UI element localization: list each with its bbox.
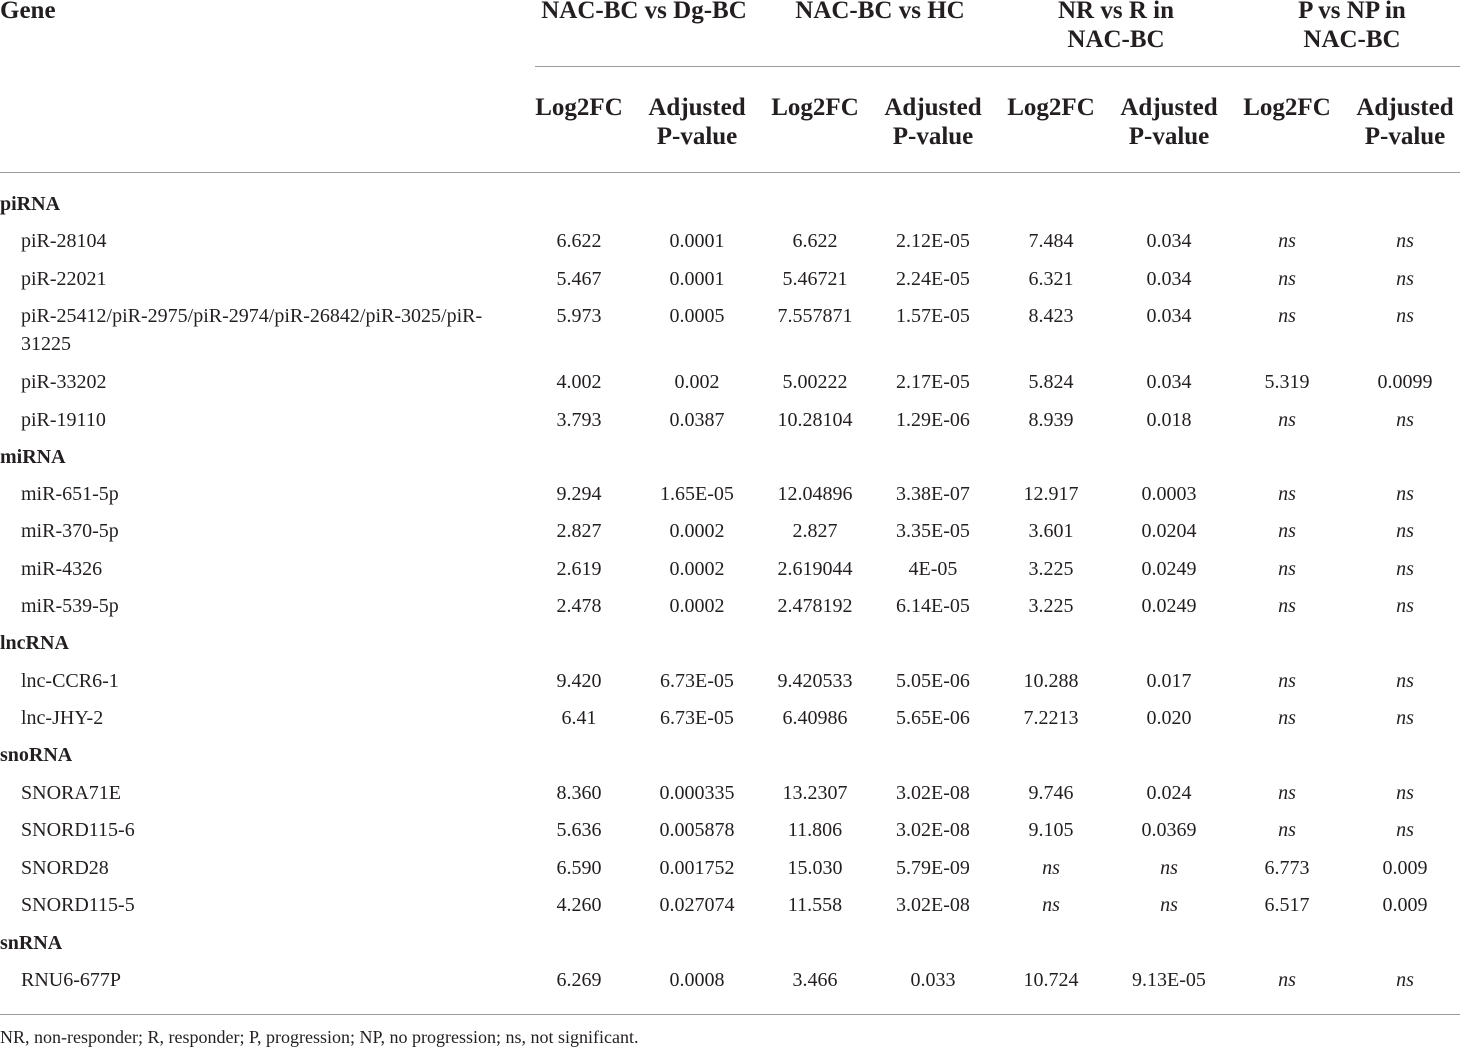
table-cell: 1.65E-05: [660, 483, 734, 505]
header-group-line: NAC-BC: [1067, 26, 1165, 53]
table-cell: 0.0002: [669, 595, 725, 617]
table-cell: 8.423: [1028, 305, 1074, 327]
gene-name: RNU6-677P: [21, 969, 122, 991]
table-cell: ns: [1396, 520, 1414, 542]
table-cell: 0.018: [1146, 409, 1192, 431]
header-subcolumn: [1347, 93, 1460, 151]
table-cell: ns: [1396, 969, 1414, 991]
table-cell: 6.14E-05: [896, 595, 970, 617]
table-cell: 5.467: [556, 268, 602, 290]
table-row: [0, 261, 1460, 298]
table-cell: 6.773: [1264, 857, 1310, 879]
table-cell: 3.02E-08: [896, 819, 970, 841]
category-row: [0, 439, 1460, 476]
table-cell: 3.601: [1028, 520, 1074, 542]
table-cell: 1.57E-05: [896, 305, 970, 327]
category-row: [0, 625, 1460, 662]
header-subcolumn-line: Adjusted: [884, 94, 982, 121]
table-cell: 2.827: [792, 520, 838, 542]
table-cell: 6.73E-05: [660, 707, 734, 729]
gene-name-continued: 31225: [21, 333, 71, 355]
table-cell: 2.478: [556, 595, 602, 617]
table-cell: 10.288: [1023, 670, 1079, 692]
table-cell: 3.38E-07: [896, 483, 970, 505]
table-cell: ns: [1278, 969, 1296, 991]
table-cell: 5.00222: [782, 371, 848, 393]
table-cell: ns: [1160, 857, 1178, 879]
table-cell: ns: [1278, 595, 1296, 617]
header-subcolumn: [639, 93, 755, 151]
table-cell: 5.46721: [782, 268, 848, 290]
table-cell: 7.557871: [777, 305, 853, 327]
table-cell: 13.2307: [782, 782, 848, 804]
table-cell: ns: [1396, 409, 1414, 431]
gene-name: piR-19110: [21, 409, 106, 431]
table-cell: 4.260: [556, 894, 602, 916]
table-cell: 7.484: [1028, 230, 1074, 252]
table-cell: 2.619: [556, 558, 602, 580]
table-cell: 9.13E-05: [1132, 969, 1206, 991]
table-cell: 12.04896: [777, 483, 853, 505]
table-cell: ns: [1278, 230, 1296, 252]
header-subcolumn-line: Adjusted: [1120, 94, 1218, 121]
table-cell: 0.0204: [1141, 520, 1197, 542]
header-subcolumn-line: Log2FC: [535, 94, 623, 121]
gene-name: lnc-CCR6-1: [21, 670, 119, 692]
table-cell: 0.020: [1146, 707, 1192, 729]
table-cell: 2.478192: [777, 595, 853, 617]
gene-name: piR-22021: [21, 268, 107, 290]
table-cell: ns: [1396, 230, 1414, 252]
table-cell: 3.466: [792, 969, 838, 991]
table-cell: 0.024: [1146, 782, 1192, 804]
table-cell: ns: [1160, 894, 1178, 916]
header-subcolumn: [1229, 93, 1345, 122]
header-subcolumn-line: Log2FC: [1007, 94, 1095, 121]
table-cell: 5.79E-09: [896, 857, 970, 879]
table-cell: 0.0002: [669, 520, 725, 542]
table-cell: 0.009: [1382, 857, 1428, 879]
table-cell: 0.033: [910, 969, 956, 991]
table-cell: 0.0005: [669, 305, 725, 327]
table-row: [0, 223, 1460, 260]
table-cell: ns: [1042, 894, 1060, 916]
gene-name: lnc-JHY-2: [21, 707, 104, 729]
gene-name: piR-25412/piR-2975/piR-2974/piR-26842/piR-3025/piR-: [21, 305, 483, 327]
table-row: [0, 513, 1460, 550]
table-cell: 12.917: [1023, 483, 1079, 505]
table-cell: 7.2213: [1023, 707, 1079, 729]
table-row: [0, 962, 1460, 999]
table-cell: ns: [1278, 558, 1296, 580]
table-cell: 5.824: [1028, 371, 1074, 393]
header-group-line: NAC-BC vs Dg-BC: [541, 0, 747, 24]
table-bottom-rule: [0, 1014, 1460, 1015]
header-group: [1237, 0, 1460, 54]
table-cell: ns: [1396, 707, 1414, 729]
table-row: [0, 476, 1460, 513]
table-cell: ns: [1278, 520, 1296, 542]
table-row: [0, 812, 1460, 849]
table-cell: 3.225: [1028, 558, 1074, 580]
table-cell: 2.12E-05: [896, 230, 970, 252]
header-subcolumn: [993, 93, 1109, 122]
table-cell: 11.558: [787, 894, 843, 916]
table-cell: 8.939: [1028, 409, 1074, 431]
table-cell: 5.636: [556, 819, 602, 841]
table-cell: 5.319: [1264, 371, 1310, 393]
table-cell: 3.02E-08: [896, 782, 970, 804]
gene-name: piR-33202: [21, 371, 107, 393]
table-cell: 15.030: [787, 857, 843, 879]
table-row: [0, 887, 1460, 924]
header-group-line: P vs NP in: [1298, 0, 1406, 24]
category-label: lncRNA: [0, 632, 69, 654]
table-cell: 0.0249: [1141, 595, 1197, 617]
gene-name: SNORA71E: [21, 782, 122, 804]
table-row: [0, 663, 1460, 700]
category-row: [0, 737, 1460, 774]
table-cell: 6.321: [1028, 268, 1074, 290]
table-cell: 6.73E-05: [660, 670, 734, 692]
table-cell: 0.000335: [659, 782, 735, 804]
table-cell: 0.034: [1146, 305, 1192, 327]
table-cell: 6.41: [561, 707, 597, 729]
gene-name: miR-370-5p: [21, 520, 119, 542]
table-row: [0, 551, 1460, 588]
gene-name: SNORD115-5: [21, 894, 135, 916]
table-cell: 6.622: [792, 230, 838, 252]
table-cell: 5.65E-06: [896, 707, 970, 729]
table-cell: 6.590: [556, 857, 602, 879]
table-cell: 0.0002: [669, 558, 725, 580]
header-bottom-rule: [0, 172, 1460, 173]
header-subcolumn: [875, 93, 991, 151]
table-cell: 9.420533: [777, 670, 853, 692]
table-cell: 3.02E-08: [896, 894, 970, 916]
table-cell: 6.622: [556, 230, 602, 252]
table-cell: 3.35E-05: [896, 520, 970, 542]
table-cell: 9.105: [1028, 819, 1074, 841]
header-subcolumn-line: Adjusted: [1356, 94, 1454, 121]
table-cell: ns: [1396, 558, 1414, 580]
gene-name: SNORD28: [21, 857, 109, 879]
header-subcolumn-line: P-value: [1364, 123, 1446, 150]
table-cell: 0.034: [1146, 230, 1192, 252]
table-cell: 0.0001: [669, 230, 725, 252]
table-footnote: NR, non-responder; R, responder; P, progression; NP, no progression; ns, not significant.: [0, 1027, 639, 1047]
table-cell: 4E-05: [908, 558, 958, 580]
table-cell: 9.746: [1028, 782, 1074, 804]
header-subcolumn-line: P-value: [892, 123, 974, 150]
header-subcolumn: [757, 93, 873, 122]
table-cell: 6.269: [556, 969, 602, 991]
table-cell: 0.027074: [659, 894, 735, 916]
table-cell: 0.001752: [659, 857, 735, 879]
header-gene: Gene: [0, 0, 56, 24]
table-cell: ns: [1396, 268, 1414, 290]
category-label: snoRNA: [0, 744, 73, 766]
table-cell: 0.009: [1382, 894, 1428, 916]
table-cell: 4.002: [556, 371, 602, 393]
table-cell: 5.05E-06: [896, 670, 970, 692]
table-cell: ns: [1396, 670, 1414, 692]
gene-name: miR-539-5p: [21, 595, 119, 617]
header-subcolumn-line: P-value: [1128, 123, 1210, 150]
table-cell: 0.017: [1146, 670, 1192, 692]
table-cell: 8.360: [556, 782, 602, 804]
table-cell: 0.0369: [1141, 819, 1197, 841]
table-row: [0, 588, 1460, 625]
table-cell: ns: [1396, 782, 1414, 804]
table-row: [0, 775, 1460, 812]
category-row: [0, 186, 1460, 223]
table-row: [0, 700, 1460, 737]
header-group: [765, 0, 995, 25]
table-cell: 9.420: [556, 670, 602, 692]
table-cell: ns: [1278, 670, 1296, 692]
table-row: [0, 364, 1460, 401]
header-subcolumn-line: Log2FC: [1243, 94, 1331, 121]
table-cell: 0.0003: [1141, 483, 1197, 505]
table-row: [0, 850, 1460, 887]
table-cell: 2.24E-05: [896, 268, 970, 290]
table-cell: ns: [1278, 483, 1296, 505]
table-cell: ns: [1278, 707, 1296, 729]
table-cell: 0.034: [1146, 371, 1192, 393]
table-cell: ns: [1396, 819, 1414, 841]
table-cell: ns: [1396, 595, 1414, 617]
table-cell: 0.002: [674, 371, 720, 393]
gene-name: SNORD115-6: [21, 819, 135, 841]
table-cell: 3.793: [556, 409, 602, 431]
table-cell: 0.0008: [669, 969, 725, 991]
header-group-line: NAC-BC vs HC: [795, 0, 965, 24]
header-subcolumn: [521, 93, 637, 122]
table-cell: 11.806: [787, 819, 843, 841]
header-group: [529, 0, 759, 25]
header-subcolumn: [1111, 93, 1227, 151]
gene-name: piR-28104: [21, 230, 107, 252]
header-subcolumn-line: Log2FC: [771, 94, 859, 121]
table-cell: ns: [1396, 483, 1414, 505]
table-row: [0, 402, 1460, 439]
table-row: [0, 298, 1460, 355]
table-cell: 5.973: [556, 305, 602, 327]
table-cell: 3.225: [1028, 595, 1074, 617]
table-cell: 2.17E-05: [896, 371, 970, 393]
header-group: [1001, 0, 1231, 54]
table-cell: 10.28104: [777, 409, 853, 431]
gene-name: miR-651-5p: [21, 483, 119, 505]
table-cell: 1.29E-06: [896, 409, 970, 431]
table-cell: 10.724: [1023, 969, 1079, 991]
table-cell: ns: [1278, 268, 1296, 290]
table-cell: ns: [1396, 305, 1414, 327]
table-cell: ns: [1278, 305, 1296, 327]
category-label: miRNA: [0, 446, 66, 468]
table-cell: 0.0001: [669, 268, 725, 290]
header-subcolumn-line: P-value: [656, 123, 738, 150]
gene-name: miR-4326: [21, 558, 103, 580]
table-cell: 0.0387: [669, 409, 725, 431]
table-cell: 2.827: [556, 520, 602, 542]
table-cell: ns: [1042, 857, 1060, 879]
category-label: snRNA: [0, 932, 63, 954]
table-cell: 2.619044: [777, 558, 853, 580]
table-cell: ns: [1278, 819, 1296, 841]
table-cell: ns: [1278, 409, 1296, 431]
category-row: [0, 925, 1460, 962]
header-group-rule: [535, 66, 1460, 67]
table-cell: 0.005878: [659, 819, 735, 841]
table-cell: 9.294: [556, 483, 602, 505]
table-cell: ns: [1278, 782, 1296, 804]
category-label: piRNA: [0, 193, 61, 215]
table-cell: 0.0249: [1141, 558, 1197, 580]
table-cell: 0.0099: [1377, 371, 1433, 393]
table-cell: 6.40986: [782, 707, 848, 729]
table-cell: 0.034: [1146, 268, 1192, 290]
header-group-line: NAC-BC: [1303, 26, 1401, 53]
header-group-line: NR vs R in: [1058, 0, 1174, 24]
header-subcolumn-line: Adjusted: [648, 94, 746, 121]
table-cell: 6.517: [1264, 894, 1310, 916]
